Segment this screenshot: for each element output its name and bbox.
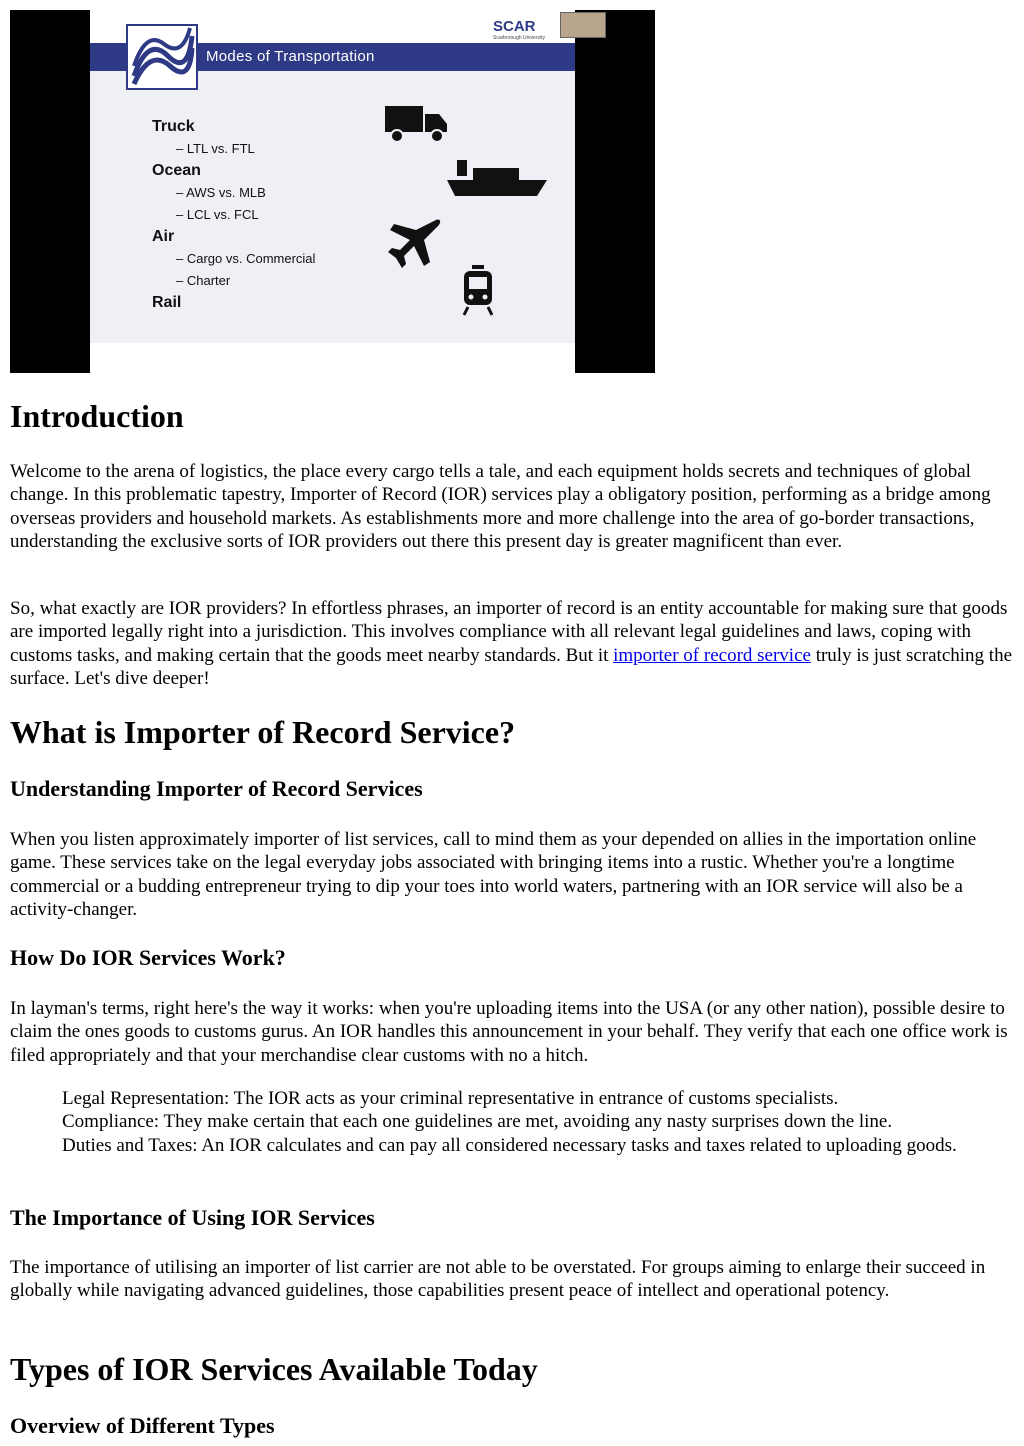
ship-icon [445, 158, 549, 198]
truck-icon [383, 100, 449, 144]
slide-canvas [90, 10, 575, 373]
how-subheading: How Do IOR Services Work? [10, 945, 286, 970]
slide-brand-sub: Scarborough University [493, 35, 545, 41]
list-item: Legal Representation: The IOR acts as your criminal representative in entrance of customs specialists. [62, 1088, 839, 1109]
wave-logo-icon [126, 24, 198, 90]
slide-sub-item: – LTL vs. FTL [176, 141, 255, 156]
slide-footer-strip [90, 343, 575, 373]
webcam-thumbnail [560, 12, 606, 38]
types-heading: Types of IOR Services Available Today [10, 1351, 538, 1387]
slide-mode-rail: Rail [152, 294, 182, 311]
understanding-paragraph: When you listen approximately importer of list services, call to mind them as your depended on allies in the importation online game. These services take on the legal everyday jobs associated with bringing items into a rustic. Whether you're a longtime commercial or a budding entrepreneur trying to dip your toes into world waters, partnering with an IOR service will also be a activity-changer. [10, 829, 977, 920]
understanding-subheading: Understanding Importer of Record Services [10, 776, 423, 801]
intro-paragraph-1: Welcome to the arena of logistics, the place every cargo tells a tale, and each equipment holds secrets and techniques of global change. In this problematic tapestry, Importer of Record (IOR) services play a obligatory position, performing as a bridge among overseas providers and household markets. As establishments more and more challenge into the area of go-border transactions, understanding the exclusive sorts of IOR providers out there this present day is greater magnificent than ever. [10, 461, 991, 552]
slide-sub-item: – Charter [176, 273, 231, 288]
what-heading: What is Importer of Record Service? [10, 714, 516, 750]
slide-sub-item: – LCL vs. FCL [176, 207, 259, 222]
slide-sub-item: – Cargo vs. Commercial [176, 251, 316, 266]
importance-subheading: The Importance of Using IOR Services [10, 1205, 375, 1230]
slide-mode-truck: Truck [152, 118, 195, 135]
slide-brand-name: SCAR [493, 18, 536, 35]
slide-mode-air: Air [152, 228, 175, 245]
ior-benefits-list [10, 1087, 1024, 1157]
slide-mode-list [152, 116, 315, 314]
airplane-icon [386, 216, 442, 272]
list-item: Compliance: They make certain that each one guidelines are met, avoiding any nasty surprises down the line. [62, 1111, 893, 1133]
list-item: Duties and Taxes: An IOR calculates and can pay all considered necessary tasks and taxes related to uploading goods. [62, 1134, 957, 1156]
slide-mode-ocean: Ocean [152, 162, 201, 179]
train-icon [460, 265, 496, 317]
intro-heading: Introduction [10, 398, 184, 434]
importer-of-record-link[interactable]: importer of record service [613, 644, 811, 666]
importance-paragraph: The importance of utilising an importer of list carrier are not able to be overstated. For groups aiming to enlarge their succeed in globally while navigating advanced guidelines, those capabilities present peace of intellect and operational potency. [10, 1257, 986, 1302]
intro-paragraph-2 [10, 597, 1014, 690]
intro-p2-text-a: So, what exactly are IOR providers? In effortless phrases, an importer of record is an entity accountable for making sure that goods are imported legally right into a jurisdiction. This involves compliance with all relevant legal guidelines and laws, coping with customs tasks, and making certain that the goods meet nearby standards. But it [10, 598, 1008, 666]
slide-sub-item: – AWS vs. MLB [176, 185, 266, 200]
intro-p2-text-b: truly is just scratching the surface. Let's dive deeper! [10, 644, 1013, 689]
how-paragraph: In layman's terms, right here's the way it works: when you're uploading items into the USA (or any other nation), possible desire to claim the ones goods to customs gurus. An IOR handles this announcement in your behalf. They verify that each one office work is filed appropriately and that your merchandise clear customs with no a hitch. [10, 998, 1008, 1066]
slide-image [10, 10, 655, 373]
overview-subheading: Overview of Different Types [10, 1413, 275, 1438]
slide-brand-logo [493, 18, 545, 41]
slide-title: Modes of Transportation [206, 48, 375, 65]
